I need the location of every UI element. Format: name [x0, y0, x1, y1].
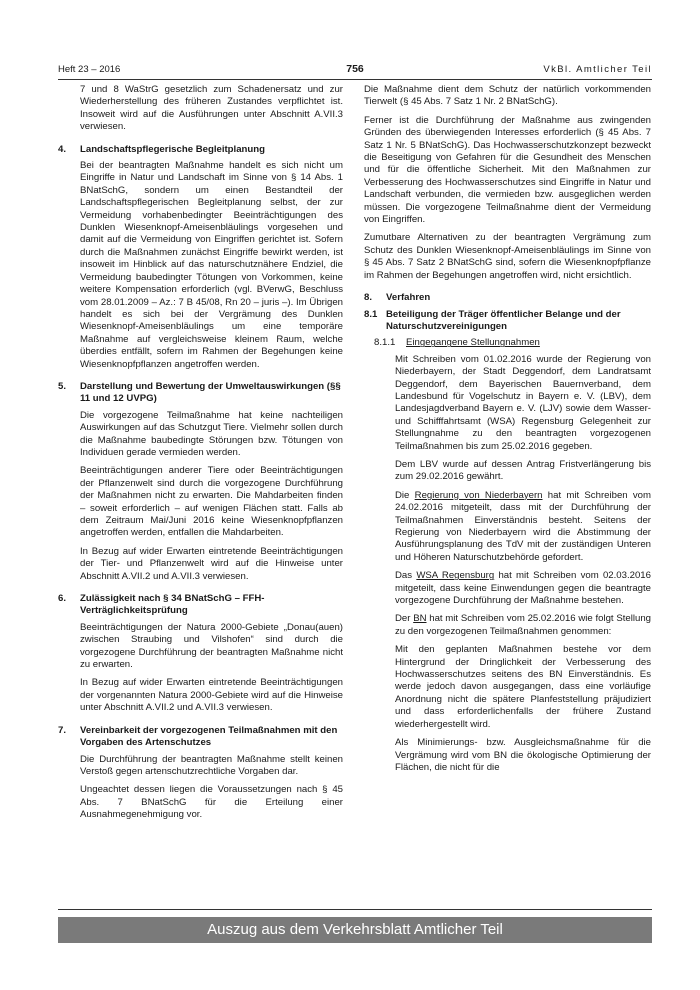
issue-label: Heft 23 – 2016	[58, 64, 121, 75]
paragraph: Mit den geplanten Maßnahmen bestehe vor dem Hintergrund der Dringlichkeit der Verbesserung des Hochwasserschutzes seitens des BN Einverständnis. Es werde jedoch davon ausgegangen, dass eine vorläufige Anordnung nicht die spätere Planfeststellung präjudiziert und dass erforderlichenfalls der frühere Zustand wiederhergestellt wird.	[395, 644, 651, 730]
authority-name: WSA Regensburg	[416, 570, 495, 582]
section-number: 5.	[58, 380, 67, 392]
paragraph: Beeinträchtigungen der Natura 2000-Gebiete „Donau(auen) zwischen Straubing und Vilshofen“ sind durch die vorgezogene Durchführung der beantragten Maßnahme nicht zu erwarten.	[80, 621, 343, 671]
section-5-heading	[58, 381, 343, 406]
paragraph: Die Durchführung der beantragten Maßnahme stellt keinen Verstoß gegen artenschutzrechtliche Vorgaben dar.	[80, 753, 343, 777]
section-number: 7.	[58, 724, 67, 736]
section-title: Vereinbarkeit der vorgezogenen Teilmaßnahmen mit den Vorgaben des Artenschutzes	[80, 724, 338, 749]
paragraph: Die Maßnahme dient dem Schutz der natürlich vorkommenden Tierwelt (§ 45 Abs. 7 Satz 1 Nr. 2 BNatSchG).	[364, 84, 651, 108]
section-8-1-1-heading	[364, 337, 651, 349]
section-number: 8.1.1	[374, 337, 396, 349]
paragraph: Bei der beantragten Maßnahme handelt es sich nicht um Eingriffe in Natur und Landschaft im Sinne von § 14 Abs. 1 BNatSchG, sondern um einen Bestandteil der Landschaftspflegerischen Begleitplanung selbst, der zur Vermeidung vorhabenbedingter Beeinträchtigungen des Dunklen Wiesenknopf-Ameisenbläulings vorgesehen und damit auf die Vermeidung von Eingriffen gerichtet ist. Sofern durch die Maßnahmen zunächst Eingriffe bewirkt werden, ist insoweit im Hinblick auf das naturschutznähere Endziel, die Vermeidung baubedingter Tötungen von Vorkommen, keine weitere Kompensation erforderlich (vgl. BVerwG, Beschluss vom 28.01.2009 – Az.: 7 B 45/08, Rn 20 – juris –). Im Übrigen handelt es sich bei der Vergrämung des Dunklen Wiesenknopf-Ameisenbläulings um eine temporäre Maßnahme auf vergleichsweise kleinem Raum, welche überdies entfällt, sofern im Rahmen der Begehungen keine Wiesenknopfpflanzen angetroffen werden.	[80, 160, 343, 370]
page-header	[58, 62, 652, 78]
authority-name: BN	[413, 613, 427, 625]
section-title: Landschaftspflegerische Begleitplanung	[80, 143, 265, 155]
section-8-1-heading	[364, 309, 651, 334]
section-title: Darstellung und Bewertung der Umweltauswirkungen (§§ 11 und 12 UVPG)	[80, 380, 341, 405]
intro-paragraph: 7 und 8 WaStrG gesetzlich zum Schadenersatz und zur Wiederherstellung des früheren Zustandes verpflichtet ist. Insoweit wird auf die Ausführungen unter Abschnitt A.VII.3 verwiesen.	[80, 84, 343, 133]
header-divider	[58, 79, 652, 80]
section-number: 8.1	[364, 308, 378, 320]
right-column	[364, 84, 651, 780]
section-number: 6.	[58, 593, 67, 605]
section-4-heading	[58, 144, 343, 156]
section-7-heading	[58, 725, 343, 750]
section-title: Eingegangene Stellungnahmen	[406, 337, 540, 349]
left-column	[58, 84, 343, 828]
footer-divider	[58, 909, 652, 910]
section-title: Verfahren	[386, 292, 431, 304]
paragraph: In Bezug auf wider Erwarten eintretende Beeinträchtigungen der vorgenannten Natura 2000-Gebiete wird auf die Hinweise unter Abschnitt A.VII.2 und A.VII.3 verwiesen.	[80, 677, 343, 714]
journal-title: VkBl. Amtlicher Teil	[543, 64, 652, 75]
section-title: Zulässigkeit nach § 34 BNatSchG – FFH-Verträglichkeitsprüfung	[80, 593, 265, 617]
paragraph: Ferner ist die Durchführung der Maßnahme aus zwingenden Gründen des überwiegenden Interesses erforderlich (§ 45 Abs. 7 Satz 1 Nr. 5 BNatSchG). Das Hochwasserschutzkonzept bezweckt die Beseitigung von Gefahren für die Gesundheit des Menschen und für die öffentliche Sicherheit. Mit den Maßnahmen zur Verbesserung des Hochwasserschutzes sind Eingriffe in Natur und Landschaft verbunden, die vermieden bzw. ausgeglichen werden müssen. Die vorgezogene Teilmaßnahme dient der Vermeidung von Eingriffen.	[364, 114, 651, 226]
page-number: 756	[346, 63, 364, 75]
paragraph: Die vorgezogene Teilmaßnahme hat keine nachteiligen Auswirkungen auf das Schutzgut Tiere. Vielmehr sollen durch die Maßnahme baubedingte Störungen bzw. Tötungen von Individuen gerade vermieden werden.	[80, 409, 343, 458]
paragraph: In Bezug auf wider Erwarten eintretende Beeinträchtigungen der Tier- und Pflanzenwelt wird auf die Hinweise unter Abschnitt A.VII.2 und A.VII.3 verwiesen.	[80, 545, 343, 582]
footer-banner: Auszug aus dem Verkehrsblatt Amtlicher Teil	[58, 917, 652, 943]
authority-name: Regierung von Niederbayern	[414, 489, 543, 501]
paragraph: Beeinträchtigungen anderer Tiere oder Beeinträchtigungen der Pflanzenwelt sind durch die vorgezogene Durchführung der Maßnahmen nicht zu erwarten. Die Mahdarbeiten finden – soweit erforderlich – auf wenigen Flächen statt. Falls ab dem Zeitraum Mai/Juni 2016 keine Wiesenknopfpflanzen angetroffen werden, entfallen die Mahdarbeiten.	[80, 465, 343, 539]
section-title: Beteiligung der Träger öffentlicher Belange und der Naturschutzvereinigungen	[386, 308, 621, 332]
paragraph: Zumutbare Alternativen zu der beantragten Vergrämung zum Schutz des Dunklen Wiesenknopf-Ameisenbläulings im Sinne von § 45 Abs. 7 Satz 2 BNatSchG sind, sofern die Wiesenknopfpflanze im Rahmen der Begehungen angetroffen wird, nicht ersichtlich.	[364, 232, 651, 281]
paragraph: Als Minimierungs- bzw. Ausgleichsmaßnahme für die Vergrämung wird vom BN die ökologische Optimierung der Flächen, die nicht für die	[395, 737, 651, 773]
section-number: 4.	[58, 143, 67, 155]
paragraph: Die Regierung von Niederbayern hat mit Schreiben vom 24.02.2016 mitgeteilt, dass mit der Durchführung der Teilmaßnahmen Einverständnis besteht. Seitens der Regierung von Niederbayern wird die Abstimmung der Ausführungsplanung des TdV mit der zuständigen Unteren und Höheren Naturschutzbehörde gefordert.	[395, 489, 651, 563]
section-8-heading	[364, 292, 651, 304]
paragraph: Ungeachtet dessen liegen die Voraussetzungen nach § 45 Abs. 7 BNatSchG für die Erteilung einer Ausnahmegenehmigung vor.	[80, 784, 343, 821]
paragraph: Mit Schreiben vom 01.02.2016 wurde der Regierung von Niederbayern, der Stadt Deggendorf, dem Landratsamt Deggendorf, dem Bayerischen Bauernverband, dem Landesbund für Vogelschutz in Bayern e. V. (LBV), dem Landesjagdverband Bayern e. V. (LJV) sowie dem Wasser- und Schifffahrtsamt (WSA) Regensburg Gelegenheit zur Stellungnahme zu den beantragten vorgezogenen Teilmaßnahmen bis zum 25.02.2016 gegeben.	[395, 353, 651, 452]
paragraph: Dem LBV wurde auf dessen Antrag Fristverlängerung bis zum 29.02.2016 gewährt.	[395, 458, 651, 483]
paragraph: Das WSA Regensburg hat mit Schreiben vom 02.03.2016 mitgeteilt, dass keine Einwendungen gegen die beantragte vorgezogene Durchführung der Maßnahme bestehen.	[395, 570, 651, 607]
section-6-heading	[58, 593, 343, 618]
section-number: 8.	[364, 292, 373, 304]
paragraph: Der BN hat mit Schreiben vom 25.02.2016 wie folgt Stellung zu den vorgezogenen Teilmaßnahmen genommen:	[395, 613, 651, 637]
